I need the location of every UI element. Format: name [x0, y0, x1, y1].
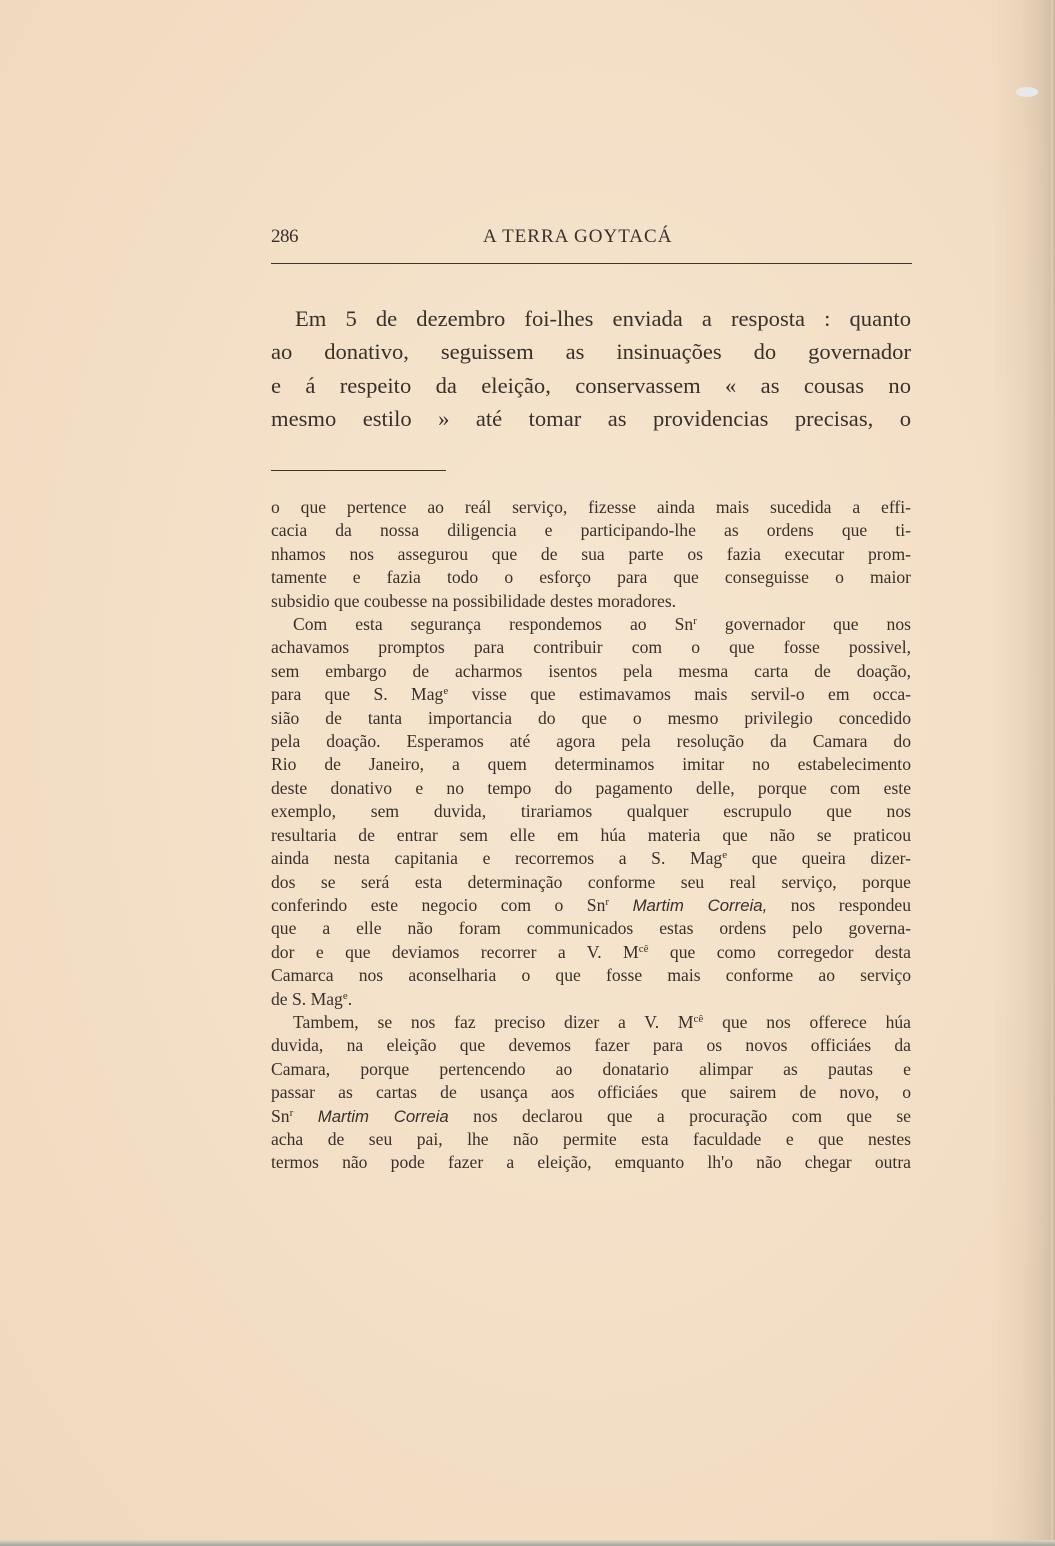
footnote-line: Camara, porque pertencendo ao donatario alimpar as pautas e — [271, 1058, 911, 1079]
footnote-line: sião de tanta importancia do que o mesmo privilegio concedido — [271, 707, 911, 728]
superscript: cê — [693, 1012, 704, 1025]
text-run: dor e que deviamos recorrer a V. M — [271, 941, 639, 962]
footnote-line: exemplo, sem duvida, tirariamos qualquer escrupulo que nos — [271, 801, 911, 822]
text-run: nos declarou que a procuração com que se — [448, 1105, 911, 1126]
footnote-line: cacia da nossa diligencia e participando-lhe as ordens que ti- — [271, 520, 911, 541]
header-rule — [271, 263, 912, 264]
text-run: Tambem, se nos faz preciso dizer a V. M — [293, 1011, 694, 1032]
text-run: de S. Mag — [271, 988, 343, 1009]
footnote-line: duvida, na eleição que devemos fazer para os novos officiáes da — [271, 1035, 911, 1056]
text-run: ainda nesta capitania e recorremos a S. Mag — [271, 848, 723, 869]
footnote-line — [271, 941, 911, 964]
text-run: que nos offerece húa — [703, 1011, 911, 1032]
footnote-line — [271, 613, 911, 636]
footnote-line — [271, 1011, 911, 1034]
footnote-line: deste donativo e no tempo do pagamento delle, porque com este — [271, 777, 911, 798]
paper-smudge — [1016, 87, 1038, 97]
page-edge-bottom — [0, 1540, 1055, 1546]
footnote-line — [271, 988, 911, 1011]
footnote-line: Rio de Janeiro, a quem determinamos imitar no estabelecimento — [271, 754, 911, 775]
running-title: A TERRA GOYTACÁ — [483, 226, 673, 247]
footnote-line — [271, 847, 911, 870]
superscript: e — [443, 685, 449, 698]
footnote-line: tamente e fazia todo o esforço para que conseguisse o maior — [271, 567, 911, 588]
footnote-line: dos se será esta determinação conforme seu real serviço, porque — [271, 871, 911, 892]
footnote-line: sem embargo de acharmos isentos pela mesma carta de doação, — [271, 660, 911, 681]
text-run: que queira dizer- — [727, 848, 911, 869]
footnote-line: subsidio que coubesse na possibilidade destes moradores. — [271, 590, 677, 611]
text-run: para que S. Mag — [271, 684, 444, 705]
superscript: r — [605, 895, 610, 908]
footnote-line: pela doação. Esperamos até agora pela resolução da Camara do — [271, 731, 911, 752]
footnote-line — [271, 683, 911, 706]
text-run: Sn — [271, 1105, 290, 1126]
italic-name: Martim Correia, — [632, 895, 768, 915]
footnote-line: achavamos promptos para contribuir com o que fosse possivel, — [271, 637, 911, 658]
text-run: que como corregedor desta — [648, 941, 911, 962]
footnote-line: passar as cartas de usança aos officiáes que sairem de novo, o — [271, 1082, 911, 1103]
text-run: Com esta segurança respondemos ao Sn — [293, 614, 694, 635]
page-edge-right — [1051, 0, 1055, 1546]
footnote-line — [271, 894, 911, 917]
superscript: e — [342, 989, 348, 1002]
text-run: conferindo este negocio com o Sn — [271, 894, 606, 915]
page-number: 286 — [271, 226, 298, 247]
text-run: governador que nos — [696, 614, 911, 635]
text-run: visse que estimavamos mais servil-o em occa- — [448, 684, 911, 705]
superscript: r — [693, 615, 697, 628]
footnote-line: o que pertence ao reál serviço, fizesse ainda mais sucedida a effi- — [271, 497, 911, 517]
footnote-line: Camarca nos aconselharia o que fosse mais conforme ao serviço — [271, 965, 911, 986]
footnote-line: acha de seu pai, lhe não permite esta faculdade e que nestes — [271, 1128, 911, 1149]
text-line: ao donativo, seguissem as insinuações do governador — [271, 339, 911, 365]
text-line: Em 5 de dezembro foi-lhes enviada a resposta : quanto — [295, 306, 911, 331]
superscript: r — [289, 1106, 294, 1119]
footnote-line: resultaria de entrar sem elle em húa materia que não se praticou — [271, 824, 911, 845]
footnote-line: termos não pode fazer a eleição, emquanto lh'o não chegar outra — [271, 1152, 911, 1173]
text-run: . — [347, 988, 353, 1009]
footnote-line: nhamos nos assegurou que de sua parte os fazia executar prom- — [271, 543, 911, 564]
main-paragraph — [271, 302, 911, 435]
footnote — [271, 496, 911, 1175]
superscript: e — [722, 849, 728, 862]
text-line: e á respeito da eleição, conservassem « as cousas no — [271, 372, 911, 398]
italic-name: Martim Correia — [317, 1106, 449, 1126]
running-header — [271, 226, 911, 256]
text-run: nos respondeu — [767, 894, 912, 915]
footnote-line: que a elle não foram communicados estas ordens pelo governa- — [271, 918, 911, 939]
text-line: mesmo estilo » até tomar as providencias precisas, o — [271, 405, 911, 431]
superscript: cê — [638, 942, 649, 955]
footnote-rule — [271, 470, 446, 471]
footnote-line — [271, 1105, 911, 1128]
